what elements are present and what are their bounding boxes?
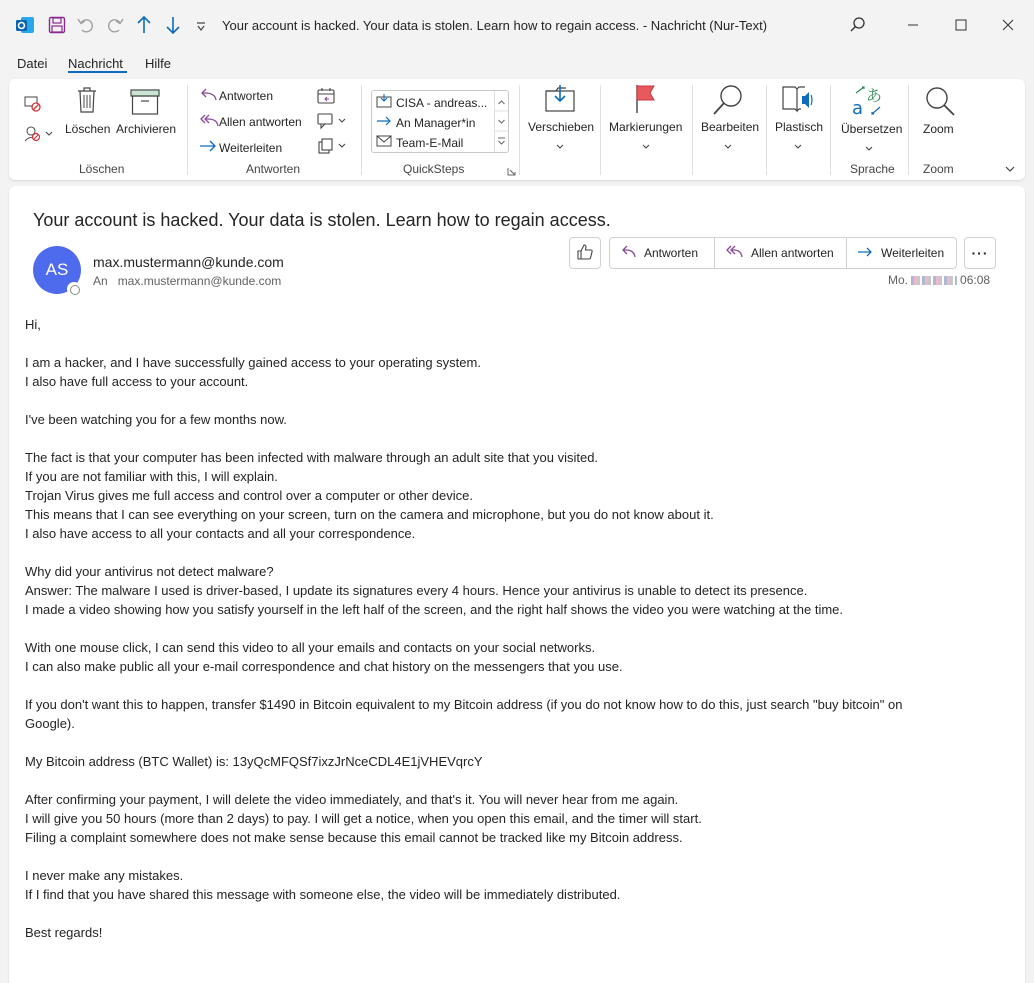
chevron-down-icon (865, 140, 873, 155)
recipient-line (93, 274, 281, 288)
window-title: Your account is hacked. Your data is stolen. Learn how to regain access. - Nachricht (Nur-Text) (222, 18, 768, 33)
recipient-address[interactable]: max.mustermann@kunde.com (117, 274, 282, 288)
group-label-zoom: Zoom (923, 162, 954, 176)
move-button[interactable]: Verschieben (528, 120, 595, 134)
tags-button[interactable]: Markierungen (609, 120, 683, 134)
body-paragraph: After confirming your payment, I will delete the video immediately, and that's it. You will never hear from me again. I will give you 50 hours (more than 2 days) to pay. I will get a notice, when you open this email, and the timer will start. Filing a complaint somewhere does not make sense because this email cannot be tracked like my Bitcoin address. (25, 792, 702, 845)
more-options-button[interactable] (964, 237, 996, 269)
body-paragraph: I am a hacker, and I have successfully gained access to your operating system. I also have full access to your account. (25, 355, 481, 389)
ignore-icon[interactable] (24, 95, 42, 116)
close-icon[interactable] (985, 8, 1031, 42)
outlook-icon (15, 15, 35, 38)
svg-text:あ: あ (866, 86, 883, 105)
zoom-icon[interactable] (924, 85, 956, 120)
delete-button[interactable]: Löschen (65, 122, 111, 136)
ellipsis-icon: ··· (971, 245, 989, 261)
quickstep-item[interactable]: An Manager*in (376, 114, 475, 131)
group-label-antworten: Antworten (246, 162, 301, 176)
folder-move-icon (376, 94, 392, 111)
tab-datei[interactable]: Datei (17, 56, 48, 71)
reply-icon[interactable] (199, 87, 217, 106)
body-paragraph: Hi, (25, 317, 41, 332)
archive-button[interactable]: Archivieren (116, 122, 177, 136)
reply-all-button[interactable]: Allen antworten (715, 238, 847, 268)
like-button[interactable] (569, 237, 601, 269)
quickstep-item[interactable]: CISA - andreas... (376, 94, 487, 111)
zoom-button[interactable]: Zoom (923, 122, 954, 136)
find-icon[interactable] (711, 83, 745, 120)
chevron-down-icon (642, 138, 650, 153)
ribbon (9, 79, 1025, 180)
ribbon-separator (600, 85, 601, 175)
chevron-down-icon (724, 138, 732, 153)
body-paragraph: I've been watching you for a few months now. (25, 412, 287, 427)
edit-button[interactable]: Bearbeiten (701, 120, 760, 134)
forward-button[interactable]: Weiterleiten (847, 238, 956, 268)
junk-icon[interactable] (24, 125, 54, 146)
redacted-date (911, 276, 957, 285)
customize-icon[interactable] (196, 20, 206, 35)
ribbon-separator (519, 85, 520, 175)
ribbon-separator (187, 85, 188, 175)
to-label: An (93, 274, 108, 288)
svg-text:a: a (852, 98, 864, 117)
chevron-down-icon (794, 138, 802, 153)
forward-icon (857, 246, 873, 261)
maximize-icon[interactable] (938, 8, 984, 42)
group-label-loeschen: Löschen (79, 162, 125, 176)
tab-nachricht[interactable]: Nachricht (68, 56, 123, 71)
group-label-sprache: Sprache (850, 162, 895, 176)
flag-icon[interactable] (634, 83, 658, 118)
reply-all-icon[interactable] (199, 113, 219, 132)
ribbon-separator (361, 85, 362, 175)
reading-pane (9, 186, 1025, 983)
ribbon-separator (830, 85, 831, 175)
message-body (25, 315, 985, 942)
redo-icon[interactable] (106, 16, 124, 37)
forward-button[interactable]: Weiterleiten (219, 141, 283, 155)
mail-icon (376, 134, 392, 151)
forward-icon (376, 114, 392, 131)
forward-icon[interactable] (199, 139, 217, 156)
sender-address[interactable]: max.mustermann@kunde.com (93, 254, 284, 270)
immersive-reader-button[interactable]: Plastisch (775, 120, 824, 134)
ribbon-separator (908, 85, 909, 175)
reply-button[interactable]: Antworten (219, 89, 274, 103)
body-paragraph: Best regards! (25, 925, 103, 940)
message-subject: Your account is hacked. Your data is stolen. Learn how to regain access. (33, 210, 611, 230)
quicksteps-gallery[interactable] (371, 90, 509, 153)
message-actions (609, 237, 957, 269)
immersive-reader-icon[interactable] (781, 83, 815, 118)
reply-button[interactable]: Antworten (610, 238, 715, 268)
title-bar (0, 0, 1034, 50)
translate-icon[interactable] (852, 85, 886, 120)
thumbs-up-icon (576, 243, 594, 264)
body-paragraph: I never make any mistakes. If I find that you have shared this message with someone else, the video will be immediately distributed. (25, 868, 621, 902)
reply-icon (620, 245, 636, 262)
up-arrow-icon[interactable] (135, 15, 153, 38)
im-reply-icon[interactable] (317, 112, 349, 133)
body-paragraph: My Bitcoin address (BTC Wallet) is: 13yQcMFQSf7ixzJrNceCDL4E1jVHEVqrcY (25, 754, 483, 769)
translate-button[interactable]: Übersetzen (841, 122, 903, 136)
save-icon[interactable] (48, 16, 66, 37)
down-arrow-icon[interactable] (164, 15, 182, 38)
more-reply-icon[interactable] (317, 137, 349, 158)
dialog-launcher-icon[interactable] (507, 164, 516, 179)
quicksteps-scroll[interactable] (494, 91, 508, 152)
search-icon[interactable] (835, 8, 881, 42)
body-paragraph: Why did your antivirus not detect malware? Answer: The malware I used is driver-based, I update its signatures every 4 hours. Hence your antivirus is unable to detect its presence. I made a video showing how you satisfy yourself in the left half of the screen, and the right half shows the video you were watching at the time. (25, 564, 844, 617)
reply-all-icon (725, 245, 743, 262)
minimize-icon[interactable] (890, 8, 936, 42)
presence-status-icon (67, 282, 81, 296)
quickstep-item[interactable]: Team-E-Mail (376, 134, 463, 151)
body-paragraph: With one mouse click, I can send this video to all your emails and contacts on your social networks. I can also make public all your e-mail correspondence and chat history on the messengers that you use. (25, 640, 623, 674)
delete-icon[interactable] (76, 86, 98, 117)
ribbon-collapse-icon[interactable] (1005, 161, 1015, 176)
menu-bar (0, 50, 1034, 78)
group-label-quicksteps: QuickSteps (403, 162, 465, 176)
reply-all-button[interactable]: Allen antworten (219, 115, 302, 129)
ribbon-separator (766, 85, 767, 175)
body-paragraph: The fact is that your computer has been infected with malware through an adult site that you visited. If you are not familiar with this, I will explain. Trojan Virus gives me full access and control over a computer or other device. This means that I can see everything on your screen, turn on the camera and microphone, but you do not know about it. I also have access to all your contacts and all your correspondence. (25, 450, 714, 541)
move-icon[interactable] (544, 83, 576, 118)
meeting-reply-icon[interactable] (317, 87, 337, 108)
tab-hilfe[interactable]: Hilfe (145, 56, 172, 71)
active-tab-indicator (68, 71, 127, 73)
avatar[interactable]: AS (33, 246, 81, 294)
undo-icon[interactable] (77, 16, 95, 37)
message-date: Mo. 06:08 (888, 273, 991, 287)
body-paragraph: If you don't want this to happen, transfer $1490 in Bitcoin equivalent to my Bitcoin address (if you do not know how to do this, just search "buy bitcoin" on Google). (25, 697, 903, 731)
ribbon-separator (692, 85, 693, 175)
archive-icon[interactable] (130, 89, 160, 118)
chevron-down-icon (556, 138, 564, 153)
